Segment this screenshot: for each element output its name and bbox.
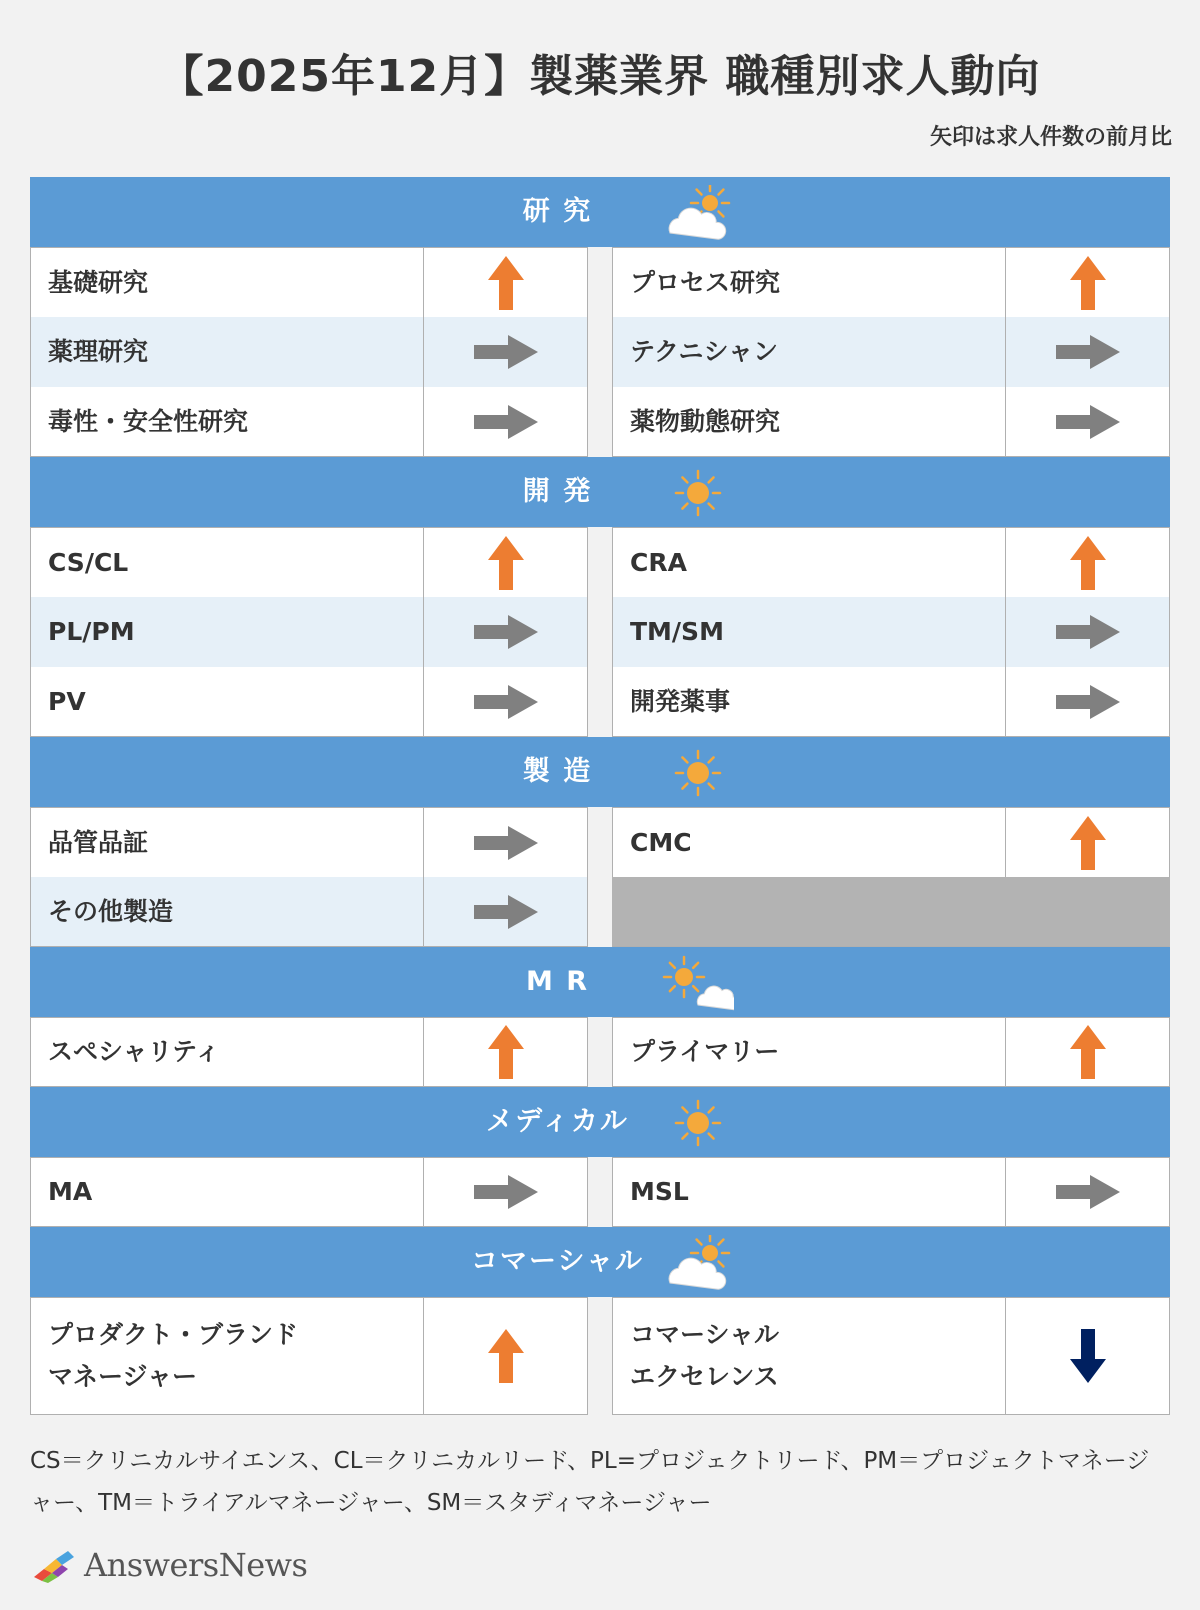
arrow-up-icon: [488, 1329, 524, 1383]
job-cell: [30, 387, 588, 457]
job-cell: [30, 597, 588, 667]
section-header: [30, 457, 1170, 527]
trend-cell: [1005, 317, 1169, 387]
job-title: MSL: [630, 1177, 689, 1206]
arrow-right-icon: [1056, 1175, 1120, 1209]
trend-cell: [423, 877, 587, 946]
trend-cell: [423, 1158, 587, 1226]
trend-cell: [1005, 597, 1169, 667]
page-title: 【2025年12月】製薬業界 職種別求人動向: [159, 51, 1041, 102]
arrow-down-icon: [1070, 1329, 1106, 1383]
trend-cell: [423, 387, 587, 456]
cloud-sun-icon: [654, 185, 734, 241]
trend-cell: [423, 248, 587, 317]
arrow-right-icon: [1056, 335, 1120, 369]
trend-cell: [423, 667, 587, 736]
arrow-right-icon: [1056, 685, 1120, 719]
section-header: [30, 1087, 1170, 1157]
job-title: 品管品証: [48, 827, 149, 857]
trend-cell: [1005, 248, 1169, 317]
trend-cell: [1005, 1298, 1169, 1414]
section-header: [30, 947, 1170, 1017]
table-row: [30, 597, 1170, 667]
arrow-right-icon: [474, 405, 538, 439]
empty-cell: [612, 877, 1170, 947]
section-header: [30, 177, 1170, 247]
trend-cell: [1005, 808, 1169, 877]
job-title: MA: [48, 1177, 93, 1206]
cloud-sun-icon: [654, 1235, 734, 1291]
job-cell: [612, 807, 1170, 877]
job-cell: [612, 527, 1170, 597]
trend-cell: [1005, 667, 1169, 736]
job-cell: [612, 387, 1170, 457]
job-title: CMC: [630, 827, 692, 857]
arrow-up-icon: [488, 1025, 524, 1079]
logo-text: AnswersNews: [84, 1546, 308, 1584]
trend-cell: [1005, 1158, 1169, 1226]
sun-icon: [654, 745, 734, 801]
section-label: メディカル: [486, 1106, 629, 1137]
arrow-right-icon: [474, 895, 538, 929]
job-title: CS/CL: [48, 547, 129, 577]
logo: [30, 1540, 307, 1590]
arrow-up-icon: [1070, 536, 1106, 590]
job-cell: [612, 317, 1170, 387]
section-label: M R: [525, 966, 590, 997]
table-row: [30, 1297, 1170, 1415]
section-label: 開 発: [522, 476, 593, 507]
table-row: [30, 1157, 1170, 1227]
sun-cloud-icon: [654, 955, 734, 1011]
section-header: [30, 737, 1170, 807]
trend-cell: [423, 528, 587, 597]
job-title: PL/PM: [48, 617, 135, 646]
trend-cell: [423, 317, 587, 387]
arrow-up-icon: [488, 536, 524, 590]
trend-cell: [1005, 528, 1169, 597]
job-title: プライマリー: [630, 1037, 780, 1066]
page-subtitle: 矢印は求人件数の前月比: [929, 125, 1172, 150]
table-row: [30, 807, 1170, 877]
job-title: 毒性・安全性研究: [48, 406, 249, 436]
job-cell: [612, 1017, 1170, 1087]
table-row: [30, 877, 1170, 947]
table-row: [30, 387, 1170, 457]
job-title: プロセス研究: [630, 267, 781, 297]
table-row: [30, 247, 1170, 317]
job-title: 薬物動態研究: [630, 406, 781, 436]
arrow-right-icon: [474, 685, 538, 719]
arrow-up-icon: [1070, 256, 1106, 310]
job-cell: [30, 877, 588, 947]
job-cell: [30, 807, 588, 877]
table-row: [30, 317, 1170, 387]
trend-cell: [423, 808, 587, 877]
section-label: コマーシャル: [471, 1246, 644, 1277]
job-title: スペシャリティ: [48, 1037, 221, 1066]
job-title: TM/SM: [630, 617, 724, 646]
trend-cell: [423, 1298, 587, 1414]
arrow-right-icon: [474, 615, 538, 649]
section-label: 製 造: [522, 756, 593, 787]
job-trend-board: [30, 177, 1170, 1415]
section-label: 研 究: [522, 196, 593, 227]
job-title: プロダクト・ブランド マネージャー: [48, 1320, 299, 1391]
arrow-right-icon: [1056, 405, 1120, 439]
sun-icon: [654, 465, 734, 521]
job-title: テクニシャン: [630, 337, 779, 366]
job-title: 基礎研究: [48, 267, 149, 297]
table-row: [30, 1017, 1170, 1087]
footnote: CS＝クリニカルサイエンス、CL＝クリニカルリード、PL=プロジェクトリード、PM＝プロジェクトマネージャー、TM＝トライアルマネージャー、SM＝スタディマネージャー: [30, 1448, 1150, 1516]
trend-cell: [1005, 387, 1169, 456]
job-cell: [30, 247, 588, 317]
arrow-up-icon: [1070, 816, 1106, 870]
job-title: その他製造: [48, 896, 174, 926]
job-cell: [30, 527, 588, 597]
job-cell: [612, 1297, 1170, 1415]
job-title: コマーシャル エクセレンス: [630, 1320, 780, 1391]
arrow-up-icon: [488, 256, 524, 310]
arrow-right-icon: [474, 1175, 538, 1209]
job-cell: [30, 317, 588, 387]
job-cell: [612, 1157, 1170, 1227]
trend-cell: [1005, 1018, 1169, 1086]
trend-cell: [423, 597, 587, 667]
job-title: CRA: [630, 547, 687, 577]
arrow-right-icon: [1056, 615, 1120, 649]
section-header: [30, 1227, 1170, 1297]
arrow-right-icon: [474, 826, 538, 860]
job-cell: [30, 667, 588, 737]
sun-icon: [654, 1095, 734, 1151]
job-cell: [30, 1017, 588, 1087]
table-row: [30, 667, 1170, 737]
job-title: 開発薬事: [630, 686, 731, 716]
job-cell: [612, 597, 1170, 667]
arrow-right-icon: [474, 335, 538, 369]
job-cell: [612, 667, 1170, 737]
arrow-up-icon: [1070, 1025, 1106, 1079]
job-cell: [612, 247, 1170, 317]
trend-cell: [423, 1018, 587, 1086]
job-title: PV: [48, 686, 86, 716]
answersnews-logo-icon: [30, 1547, 78, 1583]
job-cell: [30, 1157, 588, 1227]
table-row: [30, 527, 1170, 597]
job-title: 薬理研究: [48, 337, 149, 366]
job-cell: [30, 1297, 588, 1415]
